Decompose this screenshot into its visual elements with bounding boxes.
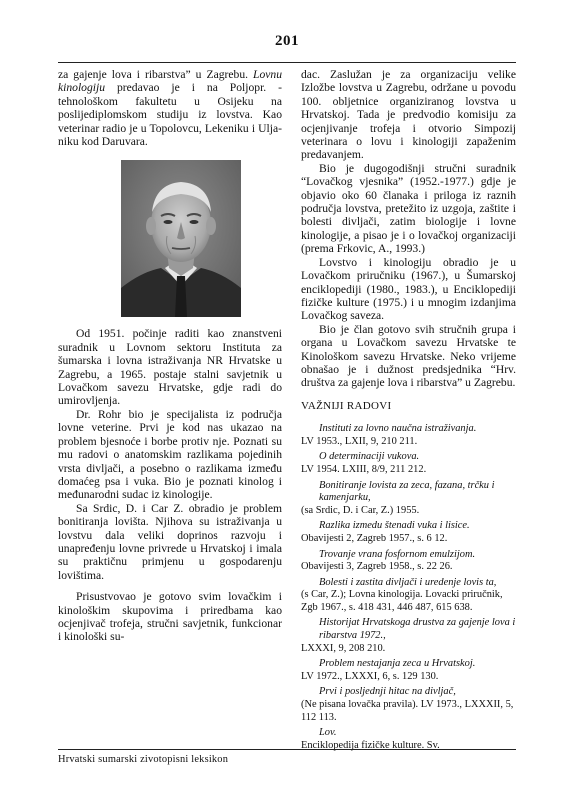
reference-item	[301, 423, 516, 448]
reference-item	[301, 658, 516, 683]
left-paragraph-4: Sa Srdic, D. i Car Z. obradio je problem bonitiranja lovišta. Njihova su istraživanja u lovstvu dala veliki doprinos razvoju i unapređenju lovne privrede u Hrvatskoj i imala su praktičnu primjenu u gospodarenju lovištima.	[58, 501, 282, 582]
reference-item	[301, 617, 516, 655]
left-p1-text-a: za gajenje lova i ribarstva” u Zagrebu.	[58, 68, 254, 81]
left-column	[58, 68, 282, 644]
reference-source: LXXXI, 9, 208 210.	[301, 642, 386, 654]
footer-rule	[58, 749, 516, 750]
reference-source: LV 1953., LXII, 9, 210 211.	[301, 435, 418, 447]
left-paragraph-5: Prisustvovao je gotovo svim lovačkim i kinološkim skupovima i priredbama kao ocjenjivač trofeja, stručni savjetnik, funkcionar i kinološki su-	[58, 590, 282, 644]
left-p1-italic: Lovnu kinologiju	[58, 68, 282, 95]
right-paragraph-1: dac. Zaslužan je za organizaciju velike Izložbe lovstva u Zagrebu, održane u povodu 100. obljetnice organiziranog lovstva u Hrvatskoj. Tada je predvodio komisiju za ocjenjivanje trofeja i otvorio Simpozij veterinara o lovu i kinologiji zapaženim predavanjem.	[301, 68, 516, 162]
left-paragraph-3: Dr. Rohr bio je specijalista iz područja lovne veterine. Prvi je kod nas ukazao na problem bjesnoće i borbe protiv nje. Poznati su mu radovi o anatomskim razlikama pojedinih vrsta divljači, a posebno o razlikama između domaćeg psa i vuka. Bio je poznati kinolog i međunarodni sudac iz kinologije.	[58, 407, 282, 502]
right-column	[301, 68, 516, 755]
reference-source: Obavijesti 2, Zagreb 1957., s. 6 12.	[301, 532, 448, 544]
reference-title: Bolesti i zastita divljači i uredenje lovis ta,	[319, 576, 497, 588]
page-number: 201	[275, 33, 299, 49]
reference-source: Obavijesti 3, Zagreb 1958., s. 22 26.	[301, 561, 453, 573]
right-paragraph-2: Bio je dugogodišnji stručni suradnik “Lovačkog vjesnika” (1952.-1977.) gdje je objavio oko 60 članaka i priloga iz raznih područja lovstva, pretežito iz uzgoja, zaštite i bolesti divljači, zatim biologije i lovne kinologije, a pisao je i o lovačkoj organizaciji (prema Frkovic, A., 1993.)	[301, 161, 516, 256]
reference-item	[301, 577, 516, 615]
reference-item	[301, 520, 516, 545]
header-rule	[58, 62, 516, 63]
reference-source: (sa Srdic, D. i Car, Z.) 1955.	[301, 504, 420, 516]
reference-source: LV 1954. LXIII, 8/9, 211 212.	[301, 463, 427, 475]
reference-title: Razlika izmedu štenadi vuka i lisice.	[319, 520, 470, 532]
reference-list	[301, 423, 516, 752]
left-paragraph-1	[58, 68, 282, 148]
reference-title: Lov.	[319, 727, 337, 739]
footer-text: Hrvatski sumarski zivotopisni leksikon	[58, 754, 229, 765]
reference-source: (Ne pisana lovačka pravila). LV 1973., LXXXII, 5, 112 113.	[301, 699, 514, 723]
portrait-photo	[121, 160, 241, 317]
right-paragraph-3: Lovstvo i kinologiju obradio je u Lovačkom priručniku (1967.), u Šumarskoj enciklopediji (1980., 1983.), u Enciklopediji fizičke kulture (1975.) i u mnogim izdanjima Lovačkog saveza.	[301, 255, 516, 323]
reference-title: Bonitiranje lovista za zeca, fazana, trčku i kamenjarku,	[319, 479, 495, 504]
reference-title: Problem nestajanja zeca u Hrvatskoj.	[319, 658, 476, 670]
portrait-image	[121, 160, 241, 317]
reference-title: Prvi i posljednji hitac na divljač,	[319, 686, 456, 698]
reference-title: Instituti za lovno naučna istraživanja.	[319, 423, 477, 435]
reference-title: Trovanje vrana fosfornom emulzijom.	[319, 548, 476, 560]
reference-item	[301, 549, 516, 574]
left-paragraph-2: Od 1951. počinje raditi kao znanstveni suradnik u Lovnom sektoru Instituta za šumarska i lovna istraživanja NR Hrvatske u Zagrebu, a 1965. postaje stalni savjetnik u Lovačkom savezu Hrvatske, gdje radi do umirovljenja.	[58, 327, 282, 408]
reference-title: Historijat Hrvatskoga drustva za gajenje lova i ribarstva 1972.,	[319, 617, 516, 642]
reference-item	[301, 451, 516, 476]
section-heading: VAŽNIJI RADOVI	[301, 399, 392, 412]
right-paragraph-4: Bio je član gotovo svih stručnih grupa i organa u Lovačkom savezu Hrvatske te Kinološkom savezu Hrvatske. Neko vrijeme obnašao je i dužnost predsjednika “Hrv. društva za gajenje lova i ribarstva” u Zagrebu.	[301, 322, 516, 390]
reference-source: Enciklopedija fizičke kulture. Sv.	[301, 739, 440, 751]
reference-item	[301, 686, 516, 724]
reference-item	[301, 480, 516, 518]
reference-source: LV 1972., LXXXI, 6, s. 129 130.	[301, 670, 439, 682]
reference-title: O determinaciji vukova.	[319, 451, 420, 463]
reference-source: (s Car, Z.); Lovna kinologija. Lovacki priručnik, Zgb 1967., s. 418 431, 446 487, 615 638.	[301, 589, 503, 613]
left-p1-text-c: predavao je i na Poljopr. - tehnološkom fakultetu u Osijeku na poslijediplomskom studiju iz lovstva. Kao veterinar radio je u Topolovcu, Lekeniku i Ulja-niku kod Daruvara.	[58, 81, 282, 149]
